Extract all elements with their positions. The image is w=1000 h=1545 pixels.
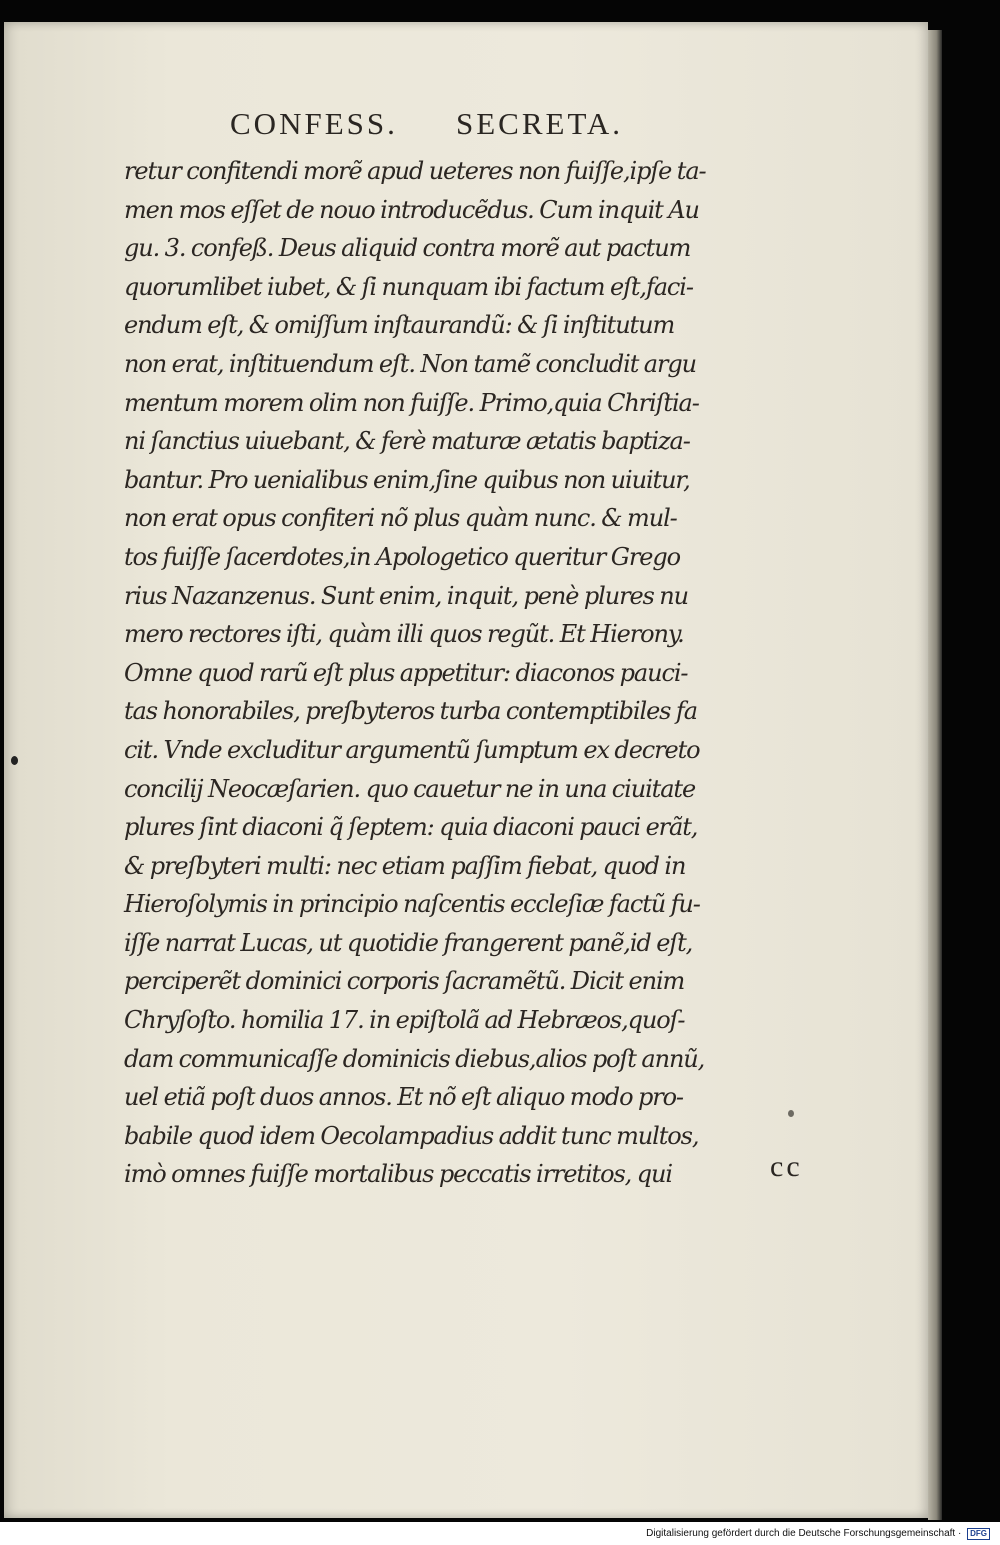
running-header-right: SECRETA. xyxy=(456,106,624,141)
running-header-left: CONFESS. xyxy=(230,106,398,141)
text-line: Omne quod rarũ eſt plus appetitur: diaconos pauci- xyxy=(124,658,688,687)
text-line: rius Nazanzenus. Sunt enim, inquit, penè plures nu xyxy=(124,581,689,610)
text-line: imò omnes fuiſſe mortalibus peccatis irretitos, qui xyxy=(124,1160,672,1189)
text-line: & preſbyteri multi: nec etiam paſſim fiebat, quod in xyxy=(124,851,686,880)
text-line: uel etiã poſt duos annos. Et nõ eſt aliquo modo pro- xyxy=(124,1083,683,1112)
text-line: mero rectores iſti, quàm illi quos regũt. Et Hierony. xyxy=(124,620,684,649)
text-line: iſſe narrat Lucas, ut quotidie frangerent panẽ,id eſt, xyxy=(124,928,693,957)
text-line: non erat opus confiteri nõ plus quàm nunc. & mul- xyxy=(124,504,677,533)
footer-credit xyxy=(646,1528,990,1540)
text-line: babile quod idem Oecolampadius addit tunc multos, xyxy=(124,1121,699,1150)
text-line: mentum morem olim non fuiſſe. Primo,quia Chriſtia- xyxy=(124,388,699,417)
text-line: Hieroſolymis in principio naſcentis eccleſiæ factũ fu- xyxy=(124,890,700,919)
text-line: concilij Neocæſarien. quo cauetur ne in una ciuitate xyxy=(124,774,696,803)
text-line: tos fuiſſe ſacerdotes,in Apologetico queritur Grego xyxy=(124,542,680,571)
text-line: cit. Vnde excluditur argumentũ ſumptum ex decreto xyxy=(124,735,700,764)
text-line: bantur. Pro uenialibus enim,ſine quibus non uiuitur, xyxy=(124,465,690,494)
dfg-logo: DFG xyxy=(967,1528,990,1540)
text-line: quorumlibet iubet, & ſi nunquam ibi factum eſt,faci- xyxy=(124,272,693,301)
text-line: endum eſt, & omiſſum inſtaurandũ: & ſi inſtitutum xyxy=(124,311,675,340)
text-line: retur confitendi morẽ apud ueteres non fuiſſe,ipſe ta- xyxy=(124,157,706,185)
text-line: men mos eſſet de nouo introducẽdus. Cum inquit Au xyxy=(124,195,699,224)
text-line: perciperẽt dominici corporis ſacramẽtũ. Dicit enim xyxy=(124,967,685,996)
signature-mark: cc xyxy=(770,1150,803,1183)
ink-speck xyxy=(11,756,18,765)
text-line: ni ſanctius uiuebant, & ferè maturæ ætatis baptiza- xyxy=(124,427,690,456)
page-edge xyxy=(928,30,942,1520)
text-line: tas honorabiles, preſbyteros turba contemptibiles fa xyxy=(124,697,697,726)
body-text xyxy=(124,152,764,1194)
running-header xyxy=(230,102,690,150)
text-line: Chryſoſto. homilia 17. in epiſtolã ad Hebræos,quoſ- xyxy=(124,1006,685,1035)
text-line: non erat, inſtituendum eſt. Non tamẽ concludit argu xyxy=(124,349,696,378)
footer-text: Digitalisierung gefördert durch die Deutsche Forschungsgemeinschaft · xyxy=(646,1528,962,1539)
text-line: dam communicaſſe dominicis diebus,alios poſt annũ, xyxy=(124,1044,705,1073)
ink-speck xyxy=(788,1110,794,1117)
text-line: gu. 3. confeß. Deus aliquid contra morẽ aut pactum xyxy=(124,234,691,263)
text-line: plures ſint diaconi q̃ ſeptem: quia diaconi pauci erãt, xyxy=(124,813,698,842)
